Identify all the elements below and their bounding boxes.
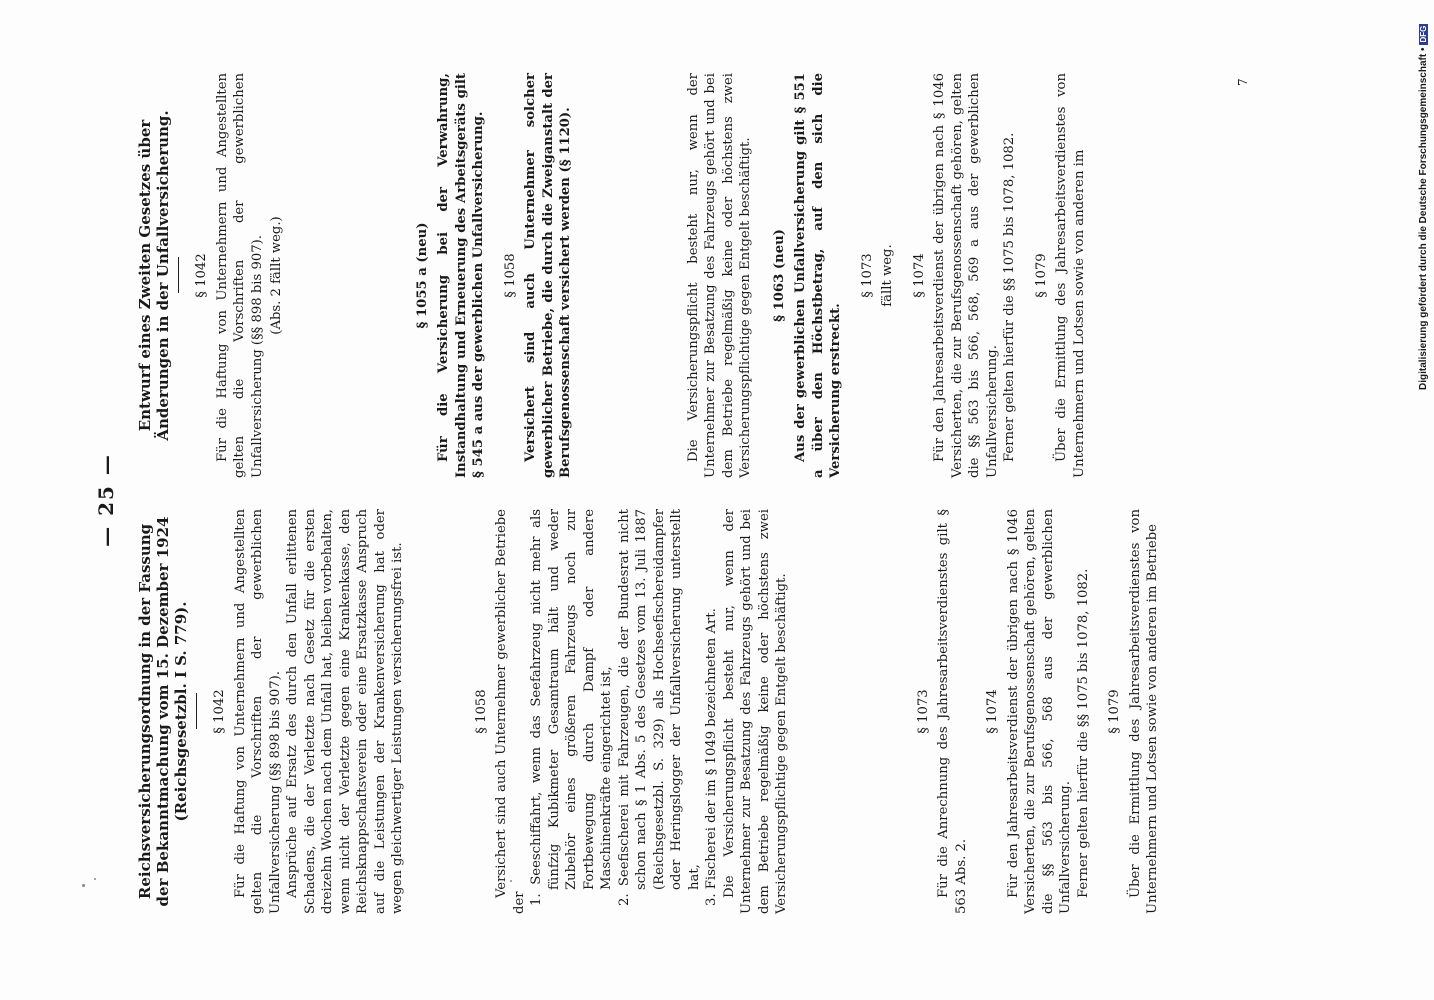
page-number: — 25 — [94,453,118,547]
right-s1042-para2: (Abs. 2 fällt weg.) [269,216,284,335]
left-s1042-para2: Ansprüche auf Ersatz des durch den Unfall erlittenen Schadens, die der Verletzte nach Gesetz für die ersten dreizehn Wochen nach dem Unfall hat, bleiben vorbehalten, wenn nicht der Verletzte gegen eine Krankenkasse, den Reichsknappschaftsverein oder eine Ersatzkasse Anspruch auf die Leistungen der Krankenversicherung hat oder wegen gleichwertiger Leistungen versicherungsfrei ist. [285,509,405,914]
left-column [136,509,1162,914]
right-s1042-para1: Für die Haftung von Unternehmern und Angestellten gelten die Vorschriften der gewerblichen Unfallversicherung (§§ 898 bis 907). [214,73,265,478]
left-s1079-para: Über die Ermittlung des Jahresarbeitsverdienstes von Unternehmern und Lotsen sowie von anderen im Betriebe [1127,509,1160,914]
right-s1042-heading: § 1042 [194,253,209,298]
left-s1042-heading: § 1042 [212,689,227,734]
left-title: Reichsversicherungsordnung in der Fassung der Bekanntmachung vom 15. Dezember 1924 (Reichsgesetzbl. I S. 779). [136,516,190,907]
right-s1063-para: Aus der gewerblichen Unfallversicherung gilt § 551 a über den Höchstbetrag, auf den sich die Versicherung erstreckt. [793,73,843,478]
right-s1074-para2: Ferner gelten hierfür die §§ 1075 bis 1078, 1082. [1002,132,1017,462]
left-s1074-para1: Für den Jahresarbeitsverdienst der übrigen nach § 1046 Versicherten, die zur Berufsgenossenschaft gehören, gelten die §§ 563 bis 566, 568 aus der gewerblichen Unfallversicherung. [1005,509,1073,914]
dfg-logo: DFG [1419,25,1428,43]
left-s1058-para: Die Versicherungspflicht besteht nur, wenn der Unternehmer zur Besatzung des Fahrzeugs gehört und bei dem Betriebe regelmäßig keine oder höchstens zwei Versicherungspflichtige gegen Entgelt beschäftigt. [721,509,789,914]
right-s1058-para1: Versichert sind auch Unternehmer solcher gewerblicher Betriebe, die durch die Zweiganstalt der Berufsgenossenschaft versichert werden (§ 1120). [523,73,573,478]
right-s1055a-para: Für die Versicherung bei der Verwahrung, Instandhaltung und Erneuerung des Arbeitsgeräts gilt § 545 a aus der gewerblichen Unfallversicherung. [436,73,486,478]
right-s1079-heading: § 1079 [1033,253,1049,298]
right-s1074-heading: § 1074 [911,253,927,298]
right-s1058-para2: Die Versicherungspflicht besteht nur, wenn der Unternehmer zur Besatzung des Fahrzeugs gehört und bei dem Betriebe regelmäßig keine oder höchstens zwei Versicherungspflichtige gegen Entgelt beschäftigt. [685,73,753,478]
left-s1073-para: Für die Anrechnung des Jahresarbeitsverdienstes gilt § 563 Abs. 2. [936,509,969,914]
right-title: Entwurf eines Zweiten Gesetzes über Änderungen in der Unfallversicherung. [136,110,172,441]
right-s1074-para1: Für den Jahresarbeitsverdienst der übrigen nach § 1046 Versicherten, die zur Berufsgenossenschaft gehören, gelten die §§ 563 bis 566, 568, 569 a aus der gewerblichen Unfallversicherung. [932,73,1000,478]
right-s1055a-heading: § 1055 a (neu) [414,222,430,329]
left-s1042-para1: Für die Haftung von Unternehmern und Angestellten gelten die Vorschriften der gewerblichen Unfallversicherung (§§ 898 bis 907). [232,509,283,914]
right-s1073-heading: § 1073 [859,253,875,298]
title-rule [178,258,179,294]
right-s1058-heading: § 1058 [502,253,518,298]
title-rule [196,694,197,730]
rotated-content [94,60,1360,940]
right-s1063-heading: § 1063 (neu) [771,229,787,322]
left-s1058-item2: 2. Seefischerei mit Fahrzeugen, die der Bundesrat nicht schon nach § 1 Abs. 5 des Gesetzes vom 13. Juli 1887 (Reichsgesetzbl. S. 329) als Hochseefischereidampfer oder Heringslogger der Unfallversicherung unterstellt hat, [616,509,702,906]
digitization-credit [1418,10,1434,390]
left-s1074-para2: Ferner gelten hierfür die §§ 1075 bis 1078, 1082. [1075,568,1091,898]
scan-speck [82,884,85,887]
left-s1073-heading: § 1073 [915,689,931,734]
left-s1058-item1: 1. Seeschiffahrt, wenn das Seefahrzeug nicht mehr als fünfzig Kubikmeter Gesamtraum hält und weder Zubehör eines größeren Fahrzeugs noch zur Fortbewegung durch Dampf oder andere Maschinenkräfte eingerichtet ist, [529,509,614,906]
credit-text: Digitalisierung gefördert durch die Deutsche Forschungsgemeinschaft • [1418,47,1429,390]
footer-mark: 7 [1236,78,1250,86]
left-s1058-intro: Versichert sind auch Unternehmer gewerblicher Betriebe der [494,509,527,914]
right-s1073-para: fällt weg. [880,244,895,307]
left-s1058-item3: 3. Fischerei der im § 1049 bezeichneten Art. [704,608,719,906]
left-s1058-heading: § 1058 [473,689,489,734]
left-s1079-heading: § 1079 [1107,689,1122,734]
right-s1079-para: Über die Ermittlung des Jahresarbeitsverdienstes von Unternehmern und Lotsen sowie von anderen im [1054,73,1087,478]
right-column [136,73,1088,478]
left-s1074-heading: § 1074 [985,689,1000,734]
